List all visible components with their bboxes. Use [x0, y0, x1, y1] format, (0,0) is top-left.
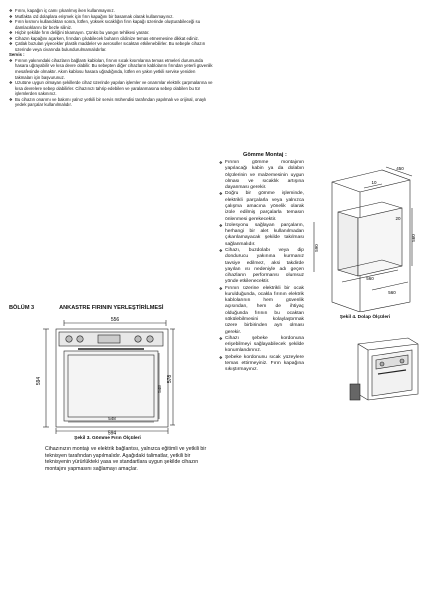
mounting-list-item: ❖ İzolesyonu sağlayan parçaların, herhangi bir alet kullanılmadan çıkarılamayacak şekilde takılması sağlanmalıdır.: [218, 223, 304, 248]
service-heading: Servis :: [9, 52, 25, 58]
section-number: BÖLÜM 3: [9, 305, 35, 311]
dim-right: 578: [167, 374, 173, 384]
safety-list-item: ❖ Fırın kısmını kullandıktan sonra, lütfen, yüksek sıcaklığın fırın kapağı üzerinde oluşturabileceği su damlacıklarını bir bezle siliniz.: [9, 19, 214, 30]
figure3-caption: Şekil 3. Gömme Fırın Ölçüleri: [74, 436, 141, 441]
dim-d6: 560: [366, 276, 374, 281]
figure4-caption: Şekil 4. Dolap Ölçüleri: [339, 315, 391, 320]
mounting-list-item: ❖ Doğru bir gömme işleminde, elektrikli parçalarla veya yalnızca çalışma amacına yönelik olarak izole edilmiş parçalarla temasın önlenmesi gerekecektir.: [218, 191, 304, 222]
dim-d1: 450: [396, 166, 404, 171]
mounting-list-item: ❖ Şebeke kordonunu sıcak yüzeylere temas ettirmeyiniz. Fırın kapağına sıkıştırmayınız.: [218, 355, 304, 374]
safety-list-item: ❖ Çatlak bozulan yiyecekler plastik maddeler ve aerosoller sıcaktan etkilenebilirler. Bu sebeple cihazın üzerinde veya civarında bulundurulmamalıdırlar.: [9, 41, 214, 52]
dim-top: 556: [110, 317, 120, 323]
dim-d5: 590: [314, 244, 319, 252]
dim-inner-right: 548: [157, 385, 162, 393]
dim-left: 594: [36, 376, 42, 386]
dim-d3: 560: [411, 234, 416, 242]
safety-list-item: ❖ Fırını, kapağın iç camı çıkarılmış iken kullanmayınız.: [9, 8, 214, 14]
safety-list-item: ❖ Fırının yakınındaki cihazların bağlantı kabloları, fırının sıcak kısımlarına temas etmeleri durumunda hasara uğrayabilir ve kısa devre olabilir. Bu sebepten diğer cihazların kablolarını fırından yeterli güvenlik mesafesinde olmaktır. Akım kablosu hasara uğradığında, lütfen en yakın yetkili servise yeniden takmaları için başvurunuz.: [9, 58, 214, 80]
safety-list-item: ❖ Uzutüne uygun olmayan şekillerde cihaz üzerinde yapılan işlemler ve onarımlar elektrik çarpmalarına ve kısa devrelere sebep olabilirler. Cihazınızı tahrip edebilen ve yaralanmasına sebep olabilen bu tür işlemlerden sakınınız.: [9, 80, 214, 97]
dim-bottom: 594: [107, 430, 117, 435]
section-heading: [9, 305, 163, 311]
safety-list-item: ❖ Mutfakta ızd dolaplara erişmek için fırın kapağını bir basamak olarak kullanmayınız.: [9, 14, 214, 20]
safety-list: [9, 8, 214, 108]
mounting-list: [218, 160, 304, 374]
safety-list-item: ❖ Bu cihazın onarımı ve bakımı yalnız yetkili bir servis mühendisi tarafından yapılmalı ve orijinal, onaylı yedek parçalar kullanılmalıdır.: [9, 97, 214, 108]
cabinet-dimensions-figure: [312, 162, 420, 312]
mounting-heading: Gömme Montaj :: [243, 152, 287, 158]
install-paragraph: Cihazınızın montajı ve elektrik bağlantısı, yalnızca eğitimli ve yetkili bir teknisyen tarafından yapılmalıdır. Aşağıdaki talimatlar, yetkili bir teknisyenin yürürlükteki yasa ve standartlara uygun şekilde cihazın montajını yapmasını sağlamayı amaçlar.: [45, 446, 207, 473]
mounting-list-item: ❖ Cihazı şebeke kordonuna erişebilmeyi sağlayabilecek şekilde konumlandırınız.: [218, 336, 304, 355]
mounting-list-item: ❖ Fırının üzerine elektrikli bir ocak kurulduğunda, ocakla fırının elektrik kablolarının hem güvenlik açısından, hem de ihtiyaç olduğunda fırının bu ocaktan sökülebilmesini kolaylaştırmak üzere birbirinden ayrı olması gerekir.: [218, 286, 304, 336]
dim-inner-bottom: 548: [108, 416, 116, 421]
dim-d2: 10: [371, 180, 377, 185]
oven-install-figure: [348, 334, 420, 404]
dim-d4: 20: [395, 216, 401, 221]
dim-d7: 560: [388, 290, 396, 295]
mounting-list-item: ❖ Fırının gömme montajının yapılacağı kabin ya da dolabın ölçülerinin ve malzemesinin uygun olması ve sıcaklık artışına dayanması gerekir.: [218, 160, 304, 191]
safety-list-item: ❖ Hiçbir şekilde fırın deliğini tıkamayın. Çünkü bu yangın tehlikesi yaratır.: [9, 30, 214, 36]
oven-dimensions-figure: [26, 313, 176, 435]
mounting-list-item: ❖ Cihazı, buzdolabı veya dip dondurucu yakınına kurmanız tavsiye edilmez, aksi takdirde yayılan ısı nedeniyle adı geçen cihazların performansı olumsuz yönde etkilenecektir.: [218, 248, 304, 286]
safety-list-item: ❖ Cihazın kapağını açarken, fırından çıkabilecek buharın cildinize temas etmemesine dikkat ediniz.: [9, 36, 214, 42]
section-title: ANKASTRE FIRININ YERLEŞTİRİLMESİ: [59, 305, 164, 311]
